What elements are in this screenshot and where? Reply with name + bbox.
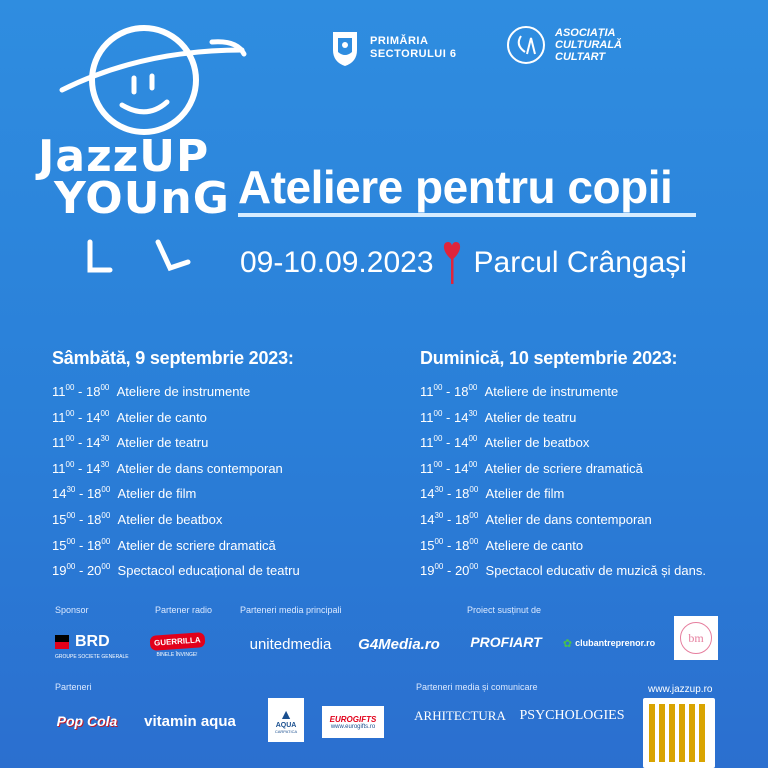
primaria-logo: [330, 28, 456, 68]
time-range: $11^{00} - 14^{30}$: [52, 459, 110, 476]
minutes-superscript: 30: [434, 485, 444, 495]
hour: 20: [86, 563, 102, 579]
schedule-saturday: [52, 348, 392, 582]
schedule-row: [52, 403, 392, 429]
minutes-superscript: 00: [468, 383, 478, 392]
time-range: $11^{00} - 14^{30}$: [52, 434, 110, 451]
asociatia-line1: ASOCIAȚIA: [555, 27, 616, 39]
minutes-superscript: 00: [101, 562, 111, 572]
hour: 19: [420, 563, 435, 579]
psychologies-logo: [519, 706, 625, 726]
minutes-superscript: 00: [66, 562, 76, 572]
g4media-logo: [350, 634, 448, 654]
schedule-row: [52, 428, 392, 454]
event-dates: 09-10.09.2023: [240, 246, 434, 279]
activity-label: Atelier de film: [117, 486, 197, 502]
minutes-superscript: 00: [469, 536, 479, 546]
schedule-row: [420, 428, 760, 454]
minutes-superscript: 00: [433, 383, 443, 392]
hour: 11: [420, 409, 434, 425]
hour: 11: [420, 384, 434, 399]
hour: 14: [52, 486, 67, 502]
activity-label: Atelier de scriere dramatică: [484, 460, 643, 476]
popcola-logo: [52, 704, 122, 738]
hour: 19: [52, 563, 67, 579]
minutes-superscript: 00: [101, 510, 111, 520]
time-range: $11^{00} - 14^{00}$: [420, 459, 478, 476]
clubantreprenor-logo: [553, 634, 665, 652]
cultart-circle-icon: [505, 24, 547, 66]
bm-logo: [674, 616, 718, 660]
time-range: $14^{30} - 18^{00}$: [420, 510, 479, 527]
profiart-logo: [466, 632, 546, 652]
label-partners: Parteneri: [55, 682, 92, 692]
time-range: $11^{00} - 14^{00}$: [420, 434, 478, 451]
activity-label: Ateliere de instrumente: [484, 384, 619, 399]
schedule-row: [420, 454, 760, 480]
minutes-superscript: 30: [100, 434, 110, 444]
hour: 14: [453, 409, 469, 425]
eurogifts-url: www.eurogifts.ro: [330, 723, 376, 730]
event-location: Parcul Crângași: [473, 246, 687, 279]
aqua-subtext: CARPATICA: [274, 729, 298, 734]
schedule-row: [52, 377, 392, 403]
schedule-row: [52, 454, 392, 480]
primaria-line1: PRIMĂRIA: [370, 35, 429, 47]
hour: 14: [453, 435, 469, 451]
jazzup-young-logo: [30, 20, 240, 280]
label-project: Proiect susținut de: [467, 605, 542, 615]
brd-subtext: GROUPE SOCIETE GENERALE: [55, 653, 129, 660]
time-range: $11^{00} - 14^{00}$: [52, 408, 110, 425]
brd-logo: [55, 626, 135, 666]
schedule-row: [420, 505, 760, 531]
minutes-superscript: 00: [65, 459, 75, 469]
aqua-carpatica-logo: [268, 698, 304, 742]
time-range: $14^{30} - 18^{00}$: [420, 485, 479, 502]
minutes-superscript: 00: [66, 536, 76, 546]
asociatia-cultart-logo: [505, 24, 622, 66]
radio-subtext: BINELE ÎNVINGE!: [156, 652, 198, 658]
popcola-text: Pop Cola: [56, 713, 118, 729]
hour: 20: [454, 563, 470, 579]
psychologies-text: PSYCHOLOGIES: [519, 708, 625, 723]
schedule-row: [52, 505, 392, 531]
day-title-saturday: Sâmbătă, 9 septembrie 2023:: [52, 348, 294, 368]
unitedmedia-text: unitedmedia: [249, 635, 332, 653]
activity-label: Atelier de teatru: [116, 435, 209, 451]
schedule-row: [420, 556, 760, 582]
schedule-row: [52, 479, 392, 505]
schedule-sunday: [420, 348, 760, 582]
asociatia-line3: CULTART: [555, 51, 606, 63]
title-underline: [238, 213, 696, 217]
minutes-superscript: 00: [101, 485, 111, 495]
radio-guerrilla-logo: [152, 626, 202, 666]
hour: 14: [85, 435, 101, 451]
label-media: Parteneri media principali: [240, 605, 342, 615]
minutes-superscript: 00: [100, 383, 110, 392]
minutes-superscript: 00: [66, 510, 76, 520]
hour: 11: [52, 409, 66, 425]
time-range: $11^{00} - 18^{00}$: [420, 383, 478, 399]
time-range: $14^{30} - 18^{00}$: [52, 485, 111, 502]
bm-text: bm: [680, 622, 712, 654]
brd-text: BRD: [75, 632, 110, 650]
minutes-superscript: 00: [469, 510, 479, 520]
time-range: $15^{00} - 18^{00}$: [52, 536, 111, 553]
hour: 11: [52, 384, 66, 399]
minutes-superscript: 00: [433, 408, 443, 418]
hour: 18: [453, 384, 469, 399]
page-title: Ateliere pentru copii: [238, 161, 673, 213]
minutes-superscript: 00: [433, 459, 443, 469]
vitamin-aqua-logo: [134, 706, 246, 736]
hour: 11: [52, 460, 66, 476]
hour: 18: [86, 486, 102, 502]
minutes-superscript: 00: [468, 459, 478, 469]
minutes-superscript: 00: [434, 536, 444, 546]
activity-label: Ateliere de canto: [485, 537, 584, 553]
activity-label: Atelier de scriere dramatică: [117, 537, 276, 553]
club-leaf-icon: ✿: [562, 637, 573, 650]
schedule-row: [420, 403, 760, 429]
minutes-superscript: 00: [433, 434, 443, 444]
label-sponsor: Sponsor: [55, 605, 89, 615]
day-title-sunday: Duminică, 10 septembrie 2023:: [420, 348, 678, 368]
minutes-superscript: 30: [66, 485, 76, 495]
heart-pin-icon: [440, 240, 464, 286]
vitamin-text: vitamin aqua: [144, 712, 236, 730]
asociatia-line2: CULTURALĂ: [555, 39, 623, 51]
eurogifts-text: EUROGIFTS: [329, 714, 377, 724]
hour: 14: [420, 511, 435, 527]
activity-label: Atelier de beatbox: [117, 511, 223, 527]
coat-of-arms-icon: [330, 28, 360, 68]
time-range: $19^{00} - 20^{00}$: [420, 562, 479, 579]
hour: 15: [52, 511, 67, 527]
minutes-superscript: 30: [468, 408, 478, 418]
hour: 14: [85, 409, 101, 425]
minutes-superscript: 00: [469, 562, 479, 572]
qr-pattern: [649, 704, 709, 762]
activity-label: Ateliere de instrumente: [116, 384, 251, 399]
arhitectura-logo: [414, 706, 506, 726]
club-text: clubantreprenor.ro: [575, 638, 656, 648]
activity-label: Spectacol educațional de teatru: [117, 563, 300, 579]
time-range: $15^{00} - 18^{00}$: [420, 536, 479, 553]
arhitectura-text: ARHITECTURA: [414, 708, 506, 723]
hour: 15: [52, 537, 67, 553]
time-range: $19^{00} - 20^{00}$: [52, 562, 111, 579]
minutes-superscript: 00: [101, 536, 111, 546]
hour: 18: [86, 537, 102, 553]
time-range: $15^{00} - 18^{00}$: [52, 510, 111, 527]
hour: 18: [86, 511, 102, 527]
brand-word-jazzup: JazzUP: [38, 131, 210, 182]
hour: 15: [420, 537, 435, 553]
minutes-superscript: 00: [65, 383, 75, 392]
unitedmedia-logo: [238, 634, 343, 654]
schedule-row: [420, 377, 760, 403]
label-media-com: Parteneri media și comunicare: [416, 682, 538, 692]
aqua-mountain-icon: ▲: [279, 706, 293, 722]
activity-label: Atelier de teatru: [484, 409, 577, 425]
g4media-text: G4Media.ro: [358, 635, 440, 653]
minutes-superscript: 30: [434, 510, 444, 520]
minutes-superscript: 00: [434, 562, 444, 572]
qr-code[interactable]: [643, 698, 715, 768]
hour: 18: [454, 486, 470, 502]
hour: 11: [52, 435, 66, 451]
schedule-row: [420, 479, 760, 505]
label-radio: Partener radio: [155, 605, 213, 615]
hour: 11: [420, 460, 434, 476]
schedule-row: [52, 531, 392, 557]
time-range: $11^{00} - 14^{30}$: [420, 408, 478, 425]
hour: 18: [454, 511, 470, 527]
activity-label: Atelier de canto: [116, 409, 207, 425]
activity-label: Spectacol educativ de muzică și dans.: [485, 563, 706, 579]
website-url[interactable]: www.jazzup.ro: [648, 684, 713, 695]
activity-label: Atelier de dans contemporan: [116, 460, 283, 476]
hour: 18: [85, 384, 101, 399]
minutes-superscript: 30: [100, 459, 110, 469]
minutes-superscript: 00: [65, 408, 75, 418]
hour: 14: [85, 460, 101, 476]
event-date-location: [240, 240, 687, 286]
radio-text: GUERRILLA: [149, 632, 205, 651]
minutes-superscript: 00: [65, 434, 75, 444]
aqua-text: AQUA: [275, 722, 297, 729]
activity-label: Atelier de beatbox: [484, 435, 590, 451]
hour: 14: [453, 460, 469, 476]
activity-label: Atelier de dans contemporan: [485, 511, 652, 527]
brand-word-young: YOUnG: [54, 173, 230, 224]
profiart-text: PROFIART: [470, 634, 542, 650]
hour: 11: [420, 435, 434, 451]
brd-square-icon: [55, 635, 69, 649]
brand-legs-icon: [80, 232, 220, 282]
minutes-superscript: 00: [100, 408, 110, 418]
minutes-superscript: 00: [469, 485, 479, 495]
hour: 18: [454, 537, 470, 553]
schedule-row: [52, 556, 392, 582]
activity-label: Atelier de film: [485, 486, 565, 502]
time-range: $11^{00} - 18^{00}$: [52, 383, 110, 399]
schedule-row: [420, 531, 760, 557]
primaria-line2: SECTORULUI 6: [370, 48, 457, 60]
minutes-superscript: 00: [468, 434, 478, 444]
hour: 14: [420, 486, 435, 502]
eurogifts-logo: [322, 706, 384, 738]
